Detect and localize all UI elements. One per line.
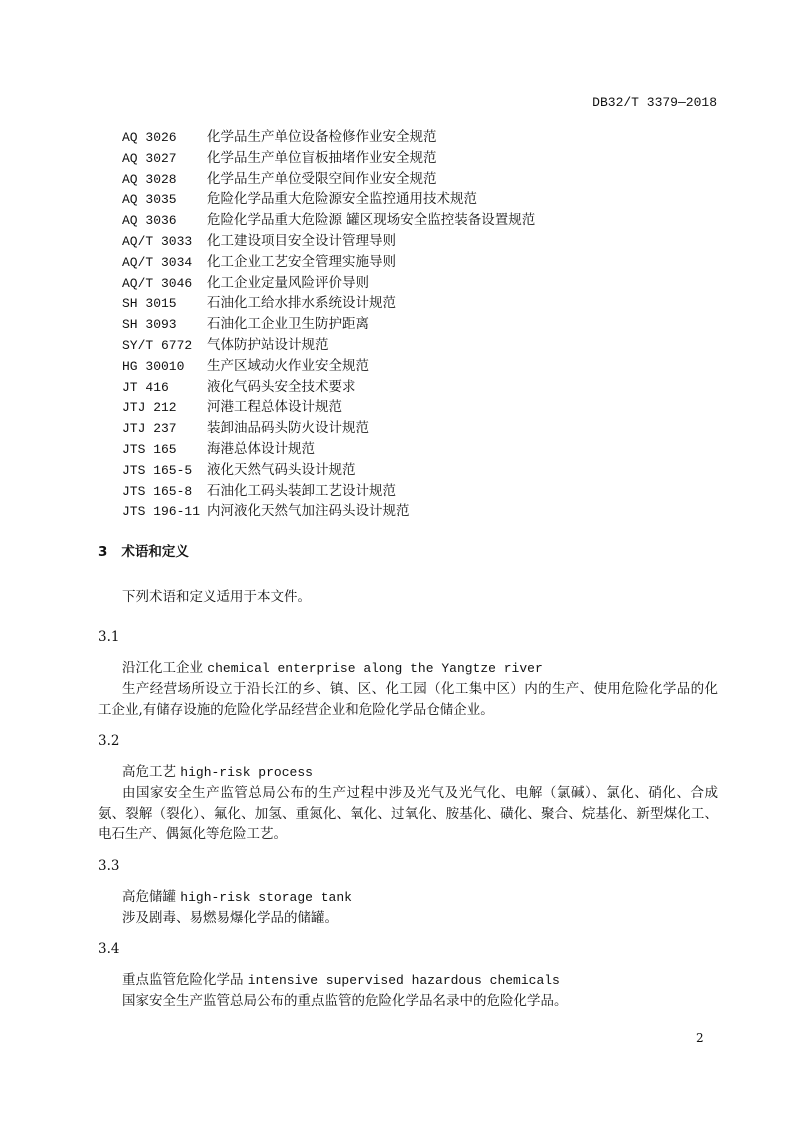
- reference-code: AQ/T 3033: [122, 234, 193, 249]
- term-definition-line: 氨、裂解（裂化）、氟化、加氢、重氮化、氧化、过氧化、胺基化、磺化、聚合、烷基化、新型煤化工、: [98, 805, 718, 822]
- reference-code: AQ/T 3034: [122, 254, 193, 270]
- reference-code: AQ 3036: [122, 213, 177, 229]
- reference-title: 液化气码头安全技术要求: [207, 378, 356, 395]
- reference-item: [122, 314, 369, 335]
- reference-code: JTS 196-11: [122, 504, 201, 520]
- term-zh: 沿江化工企业: [122, 660, 203, 676]
- term-heading: [122, 658, 543, 679]
- section-intro: 下列术语和定义适用于本文件。: [122, 589, 311, 605]
- term-number: 3.1: [98, 629, 120, 645]
- reference-item: [122, 148, 437, 169]
- term-en: chemical enterprise along the Yangtze river: [207, 661, 543, 676]
- reference-title: 装卸油品码头防火设计规范: [207, 420, 369, 437]
- reference-item: [122, 127, 437, 148]
- term-en: intensive supervised hazardous chemicals: [247, 973, 560, 988]
- reference-item: [122, 501, 410, 522]
- term-definition-line: 涉及剧毒、易燃易爆化学品的储罐。: [122, 909, 338, 926]
- reference-code: JTS 165-5: [122, 462, 193, 478]
- term-definition-line: 国家安全生产监管总局公布的重点监管的危险化学品名录中的危险化学品。: [122, 992, 568, 1009]
- reference-item: [122, 169, 437, 190]
- reference-title: 危险化学品重大危险源安全监控通用技术规范: [207, 191, 477, 208]
- reference-title: 化学品生产单位受限空间作业安全规范: [207, 170, 437, 187]
- reference-code: JTS 165: [122, 442, 177, 457]
- reference-title: 液化天然气码头设计规范: [207, 461, 356, 478]
- reference-title: 化学品生产单位盲板抽堵作业安全规范: [207, 149, 437, 166]
- reference-item: [122, 481, 396, 502]
- reference-item: [122, 356, 369, 377]
- reference-title: 化工企业工艺安全管理实施导则: [207, 253, 396, 270]
- section-number: 3: [98, 544, 108, 560]
- term-number: 3.4: [98, 941, 120, 957]
- term-number: 3.3: [98, 858, 120, 874]
- reference-item: [122, 210, 535, 231]
- reference-title: 化工企业定量风险评价导则: [207, 274, 369, 291]
- reference-code: JTS 165-8: [122, 483, 193, 499]
- reference-code: SY/T 6772: [122, 338, 193, 353]
- reference-item: [122, 418, 369, 439]
- reference-title: 危险化学品重大危险源 罐区现场安全监控装备设置规范: [207, 212, 536, 229]
- section-title: 术语和定义: [121, 544, 189, 560]
- reference-code: JTJ 237: [122, 421, 177, 437]
- reference-title: 气体防护站设计规范: [207, 337, 329, 353]
- reference-item: [122, 189, 477, 210]
- reference-code: SH 3015: [122, 296, 177, 312]
- reference-code: AQ/T 3046: [122, 275, 193, 291]
- term-definition-line: 工企业,有储存设施的危险化学品经营企业和危险化学品仓储企业。: [98, 701, 494, 718]
- term-zh: 高危储罐: [122, 889, 176, 905]
- reference-title: 石油化工码头装卸工艺设计规范: [207, 482, 396, 499]
- reference-title: 石油化工企业卫生防护距离: [207, 316, 369, 333]
- section-heading: [98, 542, 189, 562]
- reference-item: [122, 293, 396, 314]
- page-number: 2: [696, 1031, 704, 1045]
- term-heading: [122, 970, 560, 991]
- reference-item: [122, 231, 396, 252]
- term-number: 3.2: [98, 733, 120, 749]
- term-zh: 重点监管危险化学品: [122, 972, 244, 988]
- term-en: high-risk storage tank: [180, 890, 352, 905]
- term-heading: [122, 887, 352, 908]
- reference-item: [122, 252, 396, 273]
- reference-code: AQ 3035: [122, 192, 177, 208]
- term-heading: [122, 762, 313, 783]
- reference-item: [122, 335, 329, 356]
- reference-title: 化工建设项目安全设计管理导则: [207, 233, 396, 249]
- term-definition-line: 电石生产、偶氮化等危险工艺。: [98, 826, 287, 843]
- reference-title: 石油化工给水排水系统设计规范: [207, 295, 396, 312]
- reference-code: AQ 3026: [122, 130, 177, 145]
- reference-title: 海港总体设计规范: [207, 441, 315, 457]
- term-zh: 高危工艺: [122, 764, 176, 780]
- reference-item: [122, 377, 356, 398]
- reference-code: JT 416: [122, 379, 169, 395]
- term-definition-line: 由国家安全生产监管总局公布的生产过程中涉及光气及光气化、电解（氯碱）、氯化、硝化、合成: [122, 784, 718, 801]
- reference-title: 化学品生产单位设备检修作业安全规范: [207, 129, 437, 145]
- reference-title: 内河液化天然气加注码头设计规范: [207, 503, 410, 520]
- reference-title: 生产区域动火作业安全规范: [207, 357, 369, 374]
- term-en: high-risk process: [180, 765, 313, 780]
- reference-code: JTJ 212: [122, 400, 177, 416]
- reference-code: SH 3093: [122, 317, 177, 333]
- reference-title: 河港工程总体设计规范: [207, 399, 342, 416]
- document-id: DB32/T 3379—2018: [592, 95, 717, 110]
- reference-code: HG 30010: [122, 358, 185, 374]
- reference-item: [122, 460, 356, 481]
- reference-item: [122, 273, 369, 294]
- reference-item: [122, 397, 342, 418]
- reference-code: AQ 3027: [122, 150, 177, 166]
- reference-item: [122, 439, 315, 460]
- reference-code: AQ 3028: [122, 171, 177, 187]
- term-definition-line: 生产经营场所设立于沿长江的乡、镇、区、化工园（化工集中区）内的生产、使用危险化学品的化: [122, 680, 718, 697]
